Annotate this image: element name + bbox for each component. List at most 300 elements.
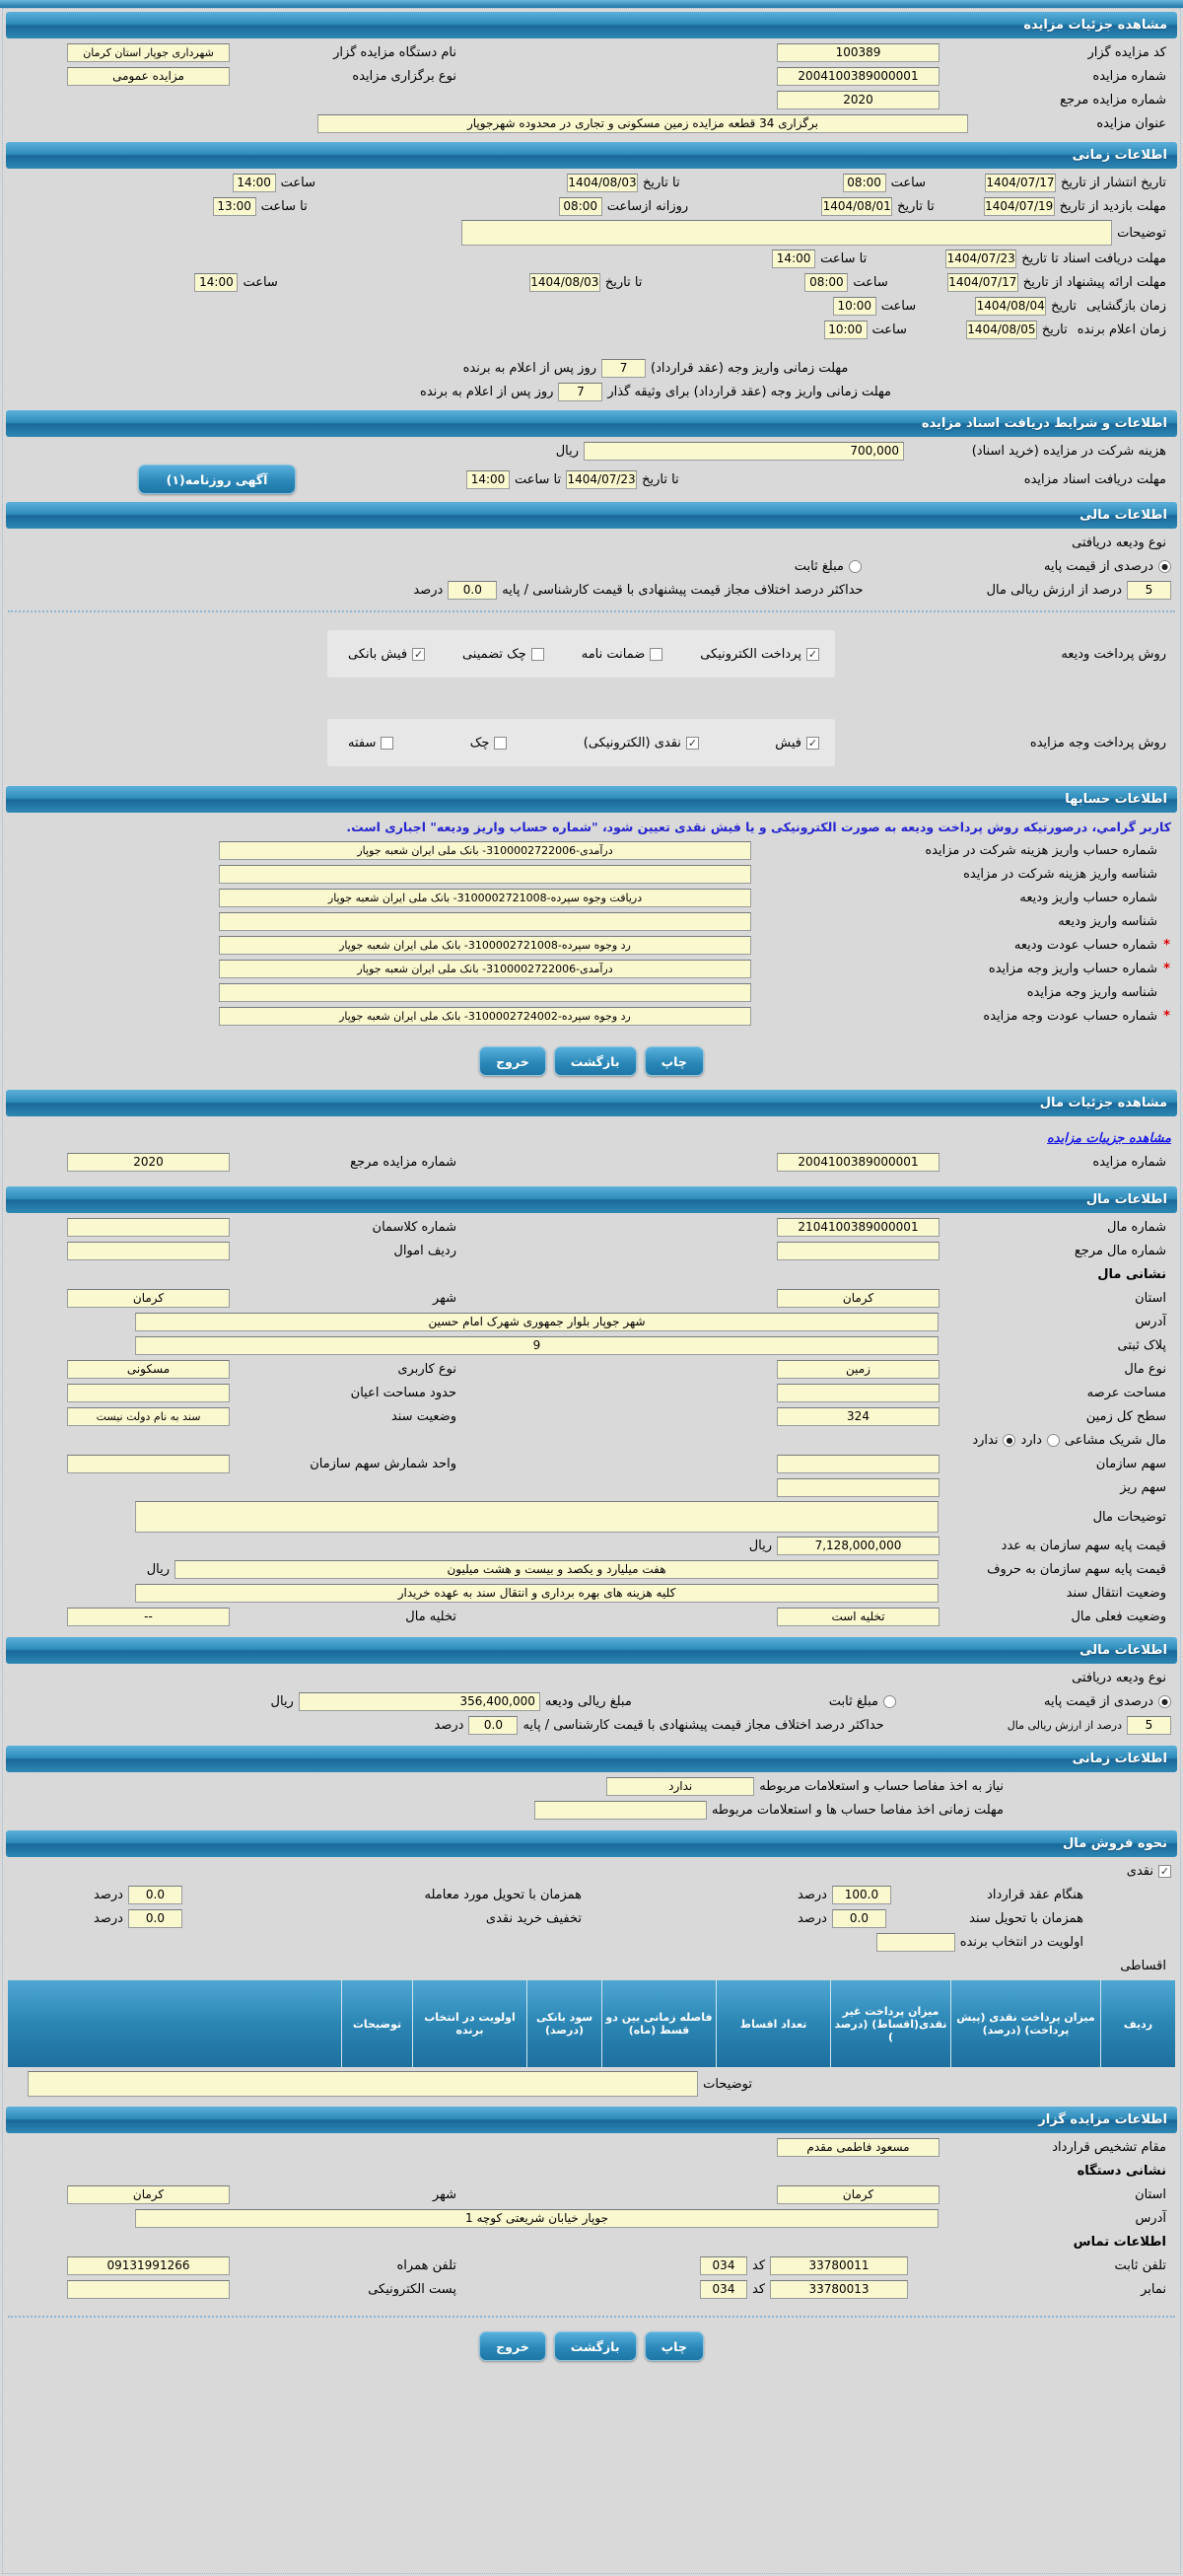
usage-type-label: نوع کاربری [397, 1362, 456, 1377]
property-desc-field[interactable] [135, 1501, 939, 1533]
docs-deadline-time-field[interactable]: 14:00 [772, 250, 815, 268]
percent-of-base-radio[interactable]: ● [1158, 560, 1171, 573]
address-field[interactable]: شهر جوپار بلوار جمهوری شهرک امام حسین [135, 1313, 939, 1331]
cash-sale-checkbox[interactable]: ✓ [1159, 1865, 1170, 1878]
deposit-amount-label: مبلغ ریالی ودیعه [544, 1694, 632, 1709]
visit-to-time-field[interactable]: 13:00 [213, 197, 256, 216]
at-delivery-label: همزمان با تحویل مورد معامله [424, 1888, 582, 1902]
opening-time-row [12, 296, 1171, 317]
deposit-type-label: نوع ودیعه دریافتی [1072, 536, 1166, 550]
guarantee-letter-label: ضمانت نامه [581, 646, 646, 662]
hour-label: ساعت [853, 275, 888, 290]
time-info-header [6, 142, 1177, 169]
percent-of-base-label: درصدی از قیمت پایه [1044, 1694, 1153, 1709]
joint-owner-yes-label: دارد [1020, 1433, 1042, 1448]
account-row [12, 840, 1171, 861]
section-title: اطلاعات زمانی [1072, 148, 1167, 163]
property-type-field[interactable]: زمین [777, 1360, 939, 1379]
email-field[interactable] [67, 2280, 230, 2299]
base-price-words-row [12, 1559, 1171, 1580]
accounts-notice-row [12, 817, 1171, 837]
auction-code-field[interactable]: 100389 [777, 43, 939, 62]
city-field[interactable]: کرمان [67, 1289, 230, 1308]
winner-announce-label: زمان اعلام برنده [1077, 322, 1166, 337]
col-description: توضیحات [341, 1980, 412, 2067]
docs-receive-deadline-row [12, 465, 1171, 494]
auction-subject-label: عنوان مزایده [1096, 116, 1166, 131]
contact-section-row [12, 2232, 1171, 2253]
installment-table [8, 1980, 1175, 2067]
percent-label: درصد [798, 1911, 827, 1926]
opening-label: زمان بازگشایی [1086, 299, 1166, 314]
winner-priority-field[interactable] [876, 1933, 955, 1952]
time-property-header [6, 1746, 1177, 1772]
to-hour-label: تا ساعت [260, 199, 308, 214]
auction-details-header [6, 12, 1177, 38]
auction-number-row [12, 66, 1171, 87]
date-label: تاریخ [1041, 322, 1068, 337]
evacuation-label: تخلیه مال [405, 1610, 456, 1624]
deposit-percent-row [12, 580, 1171, 601]
auctioneer-header [6, 2107, 1177, 2133]
check-checkbox[interactable] [494, 737, 507, 750]
fixed-amount-radio[interactable] [849, 560, 862, 573]
fee-deposit-account-label: شماره حساب واریز هزینه شرکت در مزایده [925, 843, 1157, 858]
account-row [12, 935, 1171, 956]
auction-pay-id-field[interactable] [219, 983, 751, 1002]
back-button[interactable]: بازگشت [554, 1046, 637, 1076]
clearance-deadline-field[interactable] [534, 1801, 707, 1820]
percent-label: درصد [413, 583, 444, 598]
deposit-amount-field[interactable]: 356,400,000 [299, 1692, 540, 1711]
slip-checkbox[interactable]: ✓ [807, 736, 818, 750]
pay-deadline-guarantor-row [12, 382, 1171, 402]
deposit-id-label: شناسه واریز ودیعه [1058, 914, 1157, 929]
bank-slip-checkbox[interactable]: ✓ [413, 647, 424, 661]
property-ref-row [12, 1241, 1171, 1261]
to-date-label: تا تاریخ [604, 275, 643, 290]
publish-from-time-field[interactable]: 08:00 [843, 174, 886, 192]
asset-row-field[interactable] [67, 1242, 230, 1260]
property-number-field[interactable]: 2104100389000001 [777, 1218, 939, 1237]
at-delivery-field[interactable]: 0.0 [128, 1886, 182, 1904]
auction-number-field[interactable]: 2004100389000001 [777, 1153, 939, 1172]
mobile-field[interactable]: 09131991266 [67, 2256, 230, 2275]
auction-return-account-label: شماره حساب عودت وجه مزایده [983, 1009, 1157, 1024]
deposit-method-box [327, 630, 835, 678]
accounts-notice: کاربر گرامي، درصورتیکه روش پرداخت ودیعه به صورت الکترونیکی و یا فیش نقدی تعیین شود، "شماره حساب واریز ودیعه" اجباری است. [346, 820, 1171, 834]
deposit-percent-suffix: درصد از ارزش ریالی مال [986, 583, 1122, 598]
rial-label: ریال [270, 1694, 294, 1709]
contact-section-label: اطلاعات تماس [1073, 2235, 1166, 2250]
offer-from-date-field[interactable]: 1404/07/17 [947, 273, 1018, 292]
clearance-row [12, 1776, 1171, 1797]
phone-field[interactable]: 33780011 [770, 2256, 908, 2275]
clearance-need-label: نیاز به اخذ مفاصا حساب و استعلامات مربوطه [759, 1779, 1004, 1794]
pay-deadline-winner-field[interactable]: 7 [601, 359, 646, 378]
rial-label: ریال [555, 444, 579, 459]
offer-from-time-field[interactable]: 08:00 [804, 273, 848, 292]
financial-property-header [6, 1637, 1177, 1664]
col-blank [8, 1980, 341, 2067]
auction-number-field[interactable]: 2004100389000001 [777, 67, 939, 86]
account-row [12, 911, 1171, 932]
col-installment-count: تعداد اقساط [716, 1980, 830, 2067]
section-title: اطلاعات مزایده گزار [1038, 2112, 1167, 2127]
time-desc-field[interactable] [461, 220, 1112, 246]
winner-priority-label: اولویت در انتخاب برنده [959, 1935, 1083, 1950]
province-field[interactable]: کرمان [777, 1289, 939, 1308]
section-title: اطلاعات مال [1085, 1192, 1167, 1207]
rial-label: ریال [748, 1538, 772, 1553]
hour-label: ساعت [871, 322, 907, 337]
property-address-section-label: نشانی مال [1097, 1267, 1166, 1282]
cash-electronic-checkbox[interactable]: ✓ [687, 736, 698, 750]
property-ref-field[interactable] [777, 1242, 939, 1260]
deed-status-field[interactable]: سند به نام دولت نیست [67, 1407, 230, 1426]
org-name-field[interactable]: شهرداری جوپار استان کرمان [67, 43, 230, 62]
joint-owner-row [12, 1430, 1171, 1451]
section-auction-details [0, 12, 1183, 134]
deposit-return-account-label: شماره حساب عودت ودیعه [1013, 938, 1157, 953]
account-row [12, 982, 1171, 1003]
auction-return-account-field[interactable]: رد وجوه سپرده-3100002724002- بانک ملی ایران شعبه جوپار [219, 1007, 751, 1026]
fixed-amount-radio[interactable] [883, 1695, 896, 1708]
publish-to-date-field[interactable]: 1404/08/03 [567, 174, 638, 192]
deposit-id-field[interactable] [219, 912, 751, 931]
winner-date-field[interactable]: 1404/08/05 [966, 321, 1037, 339]
property-address-section-row [12, 1264, 1171, 1285]
auction-pay-method-row [12, 719, 1171, 766]
hour-label: ساعت [890, 176, 926, 190]
promissory-note-label: سفته [348, 735, 377, 751]
address-label: آدرس [1135, 1315, 1166, 1329]
sale-method-header [6, 1830, 1177, 1857]
fax-code-field[interactable]: 034 [700, 2280, 747, 2299]
evacuation-field[interactable]: -- [67, 1608, 230, 1626]
account-row [12, 1006, 1171, 1027]
back-button[interactable]: بازگشت [554, 2331, 637, 2361]
clearance-need-field[interactable]: ندارد [606, 1777, 754, 1796]
financial-auction-header [6, 502, 1177, 529]
cash-discount-field[interactable]: 0.0 [128, 1909, 182, 1928]
land-area-field[interactable] [777, 1384, 939, 1402]
property-desc-row [12, 1501, 1171, 1533]
current-state-field[interactable]: تخلیه است [777, 1608, 939, 1626]
visit-row [12, 196, 1171, 217]
current-state-row [12, 1607, 1171, 1627]
fee-deposit-id-field[interactable] [219, 865, 751, 884]
auction-ref-row [12, 90, 1171, 110]
current-state-label: وضعیت فعلی مال [1071, 1610, 1166, 1624]
building-area-field[interactable] [67, 1384, 230, 1402]
share-unit-label: واحد شمارش سهم سازمان [310, 1457, 456, 1471]
sub-share-field[interactable] [777, 1478, 939, 1497]
section-time-property [0, 1746, 1183, 1821]
percent-of-base-radio[interactable]: ● [1158, 1695, 1171, 1708]
auction-ref-field[interactable]: 2020 [67, 1153, 230, 1172]
electronic-payment-checkbox[interactable]: ✓ [807, 647, 818, 661]
property-info-header [6, 1186, 1177, 1213]
deposit-percent-field[interactable]: 5 [1127, 581, 1171, 600]
total-land-field[interactable]: 324 [777, 1407, 939, 1426]
fee-deposit-account-field[interactable]: درآمدی-3100002722006- بانک ملی ایران شعبه جوپار [219, 841, 751, 860]
auction-pay-account-field[interactable]: درآمدی-3100002722006- بانک ملی ایران شعبه جوپار [219, 960, 751, 978]
deed-transfer-field[interactable]: کلیه هزینه های بهره برداری و انتقال سند به عهده خریدار [135, 1584, 939, 1603]
property-number-row [12, 1217, 1171, 1238]
registration-plate-label: پلاک ثبتی [1117, 1338, 1166, 1353]
max-diff-field[interactable]: 0.0 [468, 1716, 518, 1735]
percent-of-base-label: درصدی از قیمت پایه [1044, 559, 1153, 574]
property-ref-label: شماره مال مرجع [1074, 1244, 1166, 1258]
col-bank-interest: سود بانکی (درصد) [526, 1980, 601, 2067]
col-cash-prepayment-percent: میزان پرداخت نقدی (پیش پرداخت) (درصد) [950, 1980, 1100, 2067]
publish-to-time-field[interactable]: 14:00 [233, 174, 276, 192]
section-accounts [0, 786, 1183, 1076]
auction-code-row [12, 42, 1171, 63]
deed-payment-row [12, 1908, 1171, 1929]
cash-sale-label: نقدی [1126, 1864, 1153, 1879]
fax-field[interactable]: 33780013 [770, 2280, 908, 2299]
city-field[interactable]: کرمان [67, 2185, 230, 2204]
property-auction-number-row [12, 1152, 1171, 1173]
section-auctioneer [0, 2107, 1183, 2300]
max-diff-field[interactable]: 0.0 [448, 581, 497, 600]
percent-label: درصد [94, 1911, 123, 1926]
base-price-words-label: قیمت پایه سهم سازمان به حروف [987, 1562, 1166, 1577]
auction-number-label: شماره مزایده [1092, 69, 1166, 84]
section-financial-property [0, 1637, 1183, 1736]
property-details-header [6, 1090, 1177, 1116]
check-label: چک [469, 735, 490, 751]
section-title: مشاهده جزئیات مزایده [1023, 18, 1167, 33]
deposit-method-label: روش پرداخت ودیعه [1061, 646, 1166, 662]
base-price-number-field[interactable]: 7,128,000,000 [777, 1537, 939, 1555]
exit-button[interactable]: خروج [479, 2331, 546, 2361]
pay-deadline-guarantor-suffix: روز پس از اعلام به برنده [420, 385, 554, 399]
publish-from-date-field[interactable]: 1404/07/17 [985, 174, 1056, 192]
electronic-payment-label: پرداخت الکترونیکی [700, 646, 801, 662]
winner-priority-row [12, 1932, 1171, 1953]
deposit-type-row [12, 1668, 1171, 1688]
opening-date-field[interactable]: 1404/08/04 [975, 297, 1046, 316]
total-land-row [12, 1406, 1171, 1427]
auction-code-label: کد مزایده گزار [1087, 45, 1166, 60]
phone-row [12, 2255, 1171, 2276]
org-share-label: سهم سازمان [1095, 1457, 1166, 1471]
account-row [12, 864, 1171, 885]
rial-label: ریال [146, 1562, 170, 1577]
joint-owner-no-radio[interactable]: ● [1003, 1434, 1015, 1447]
visit-from-time-field[interactable]: 08:00 [559, 197, 602, 216]
docs-terms-header [6, 410, 1177, 437]
cash-sale-row [12, 1861, 1171, 1882]
bottom-buttons-row [0, 2331, 1183, 2361]
docs-deadline-date-field[interactable]: 1404/07/23 [945, 250, 1016, 268]
section-title: اطلاعات و شرایط دریافت اسناد مزایده [921, 416, 1167, 431]
at-deed-delivery-field[interactable]: 0.0 [832, 1909, 886, 1928]
deposit-type-row [12, 533, 1171, 553]
org-province-row [12, 2184, 1171, 2205]
section-title: اطلاعات مالی [1079, 508, 1167, 523]
mobile-label: تلفن همراه [396, 2258, 456, 2273]
deposit-return-account-field[interactable]: رد وجوه سپرده-3100002721008- بانک ملی ایران شعبه جوپار [219, 936, 751, 955]
print-button[interactable]: چاپ [645, 1046, 704, 1076]
offer-deadline-row [12, 272, 1171, 293]
account-row [12, 888, 1171, 908]
province-label: استان [1135, 2187, 1166, 2202]
province-field[interactable]: کرمان [777, 2185, 939, 2204]
org-share-row [12, 1454, 1171, 1474]
contract-authority-field[interactable]: مسعود فاطمی مقدم [777, 2138, 939, 2157]
visit-from-label: مهلت بازدید از تاریخ [1059, 199, 1166, 214]
daily-from-hour-label: روزانه ازساعت [606, 199, 689, 214]
building-area-label: حدود مساحت اعیان [350, 1386, 456, 1400]
fee-deposit-id-label: شناسه واریز هزینه شرکت در مزایده [963, 867, 1157, 882]
participation-fee-row [12, 441, 1171, 462]
usage-type-field[interactable]: مسکونی [67, 1360, 230, 1379]
area-code-label: کد [752, 2282, 766, 2297]
divider [8, 2316, 1175, 2318]
deposit-account-field[interactable]: دریافت وجوه سپرده-3100002721008- بانک ملی ایران شعبه جوپار [219, 889, 751, 907]
visit-to-date-field[interactable]: 1404/08/01 [821, 197, 892, 216]
auction-ref-label: شماره مزایده مرجع [350, 1155, 456, 1170]
section-title: مشاهده جزئیات مال [1039, 1096, 1167, 1110]
hour-label: ساعت [243, 275, 278, 290]
deed-transfer-label: وضعیت انتقال سند [1066, 1586, 1166, 1601]
docs-deadline-row [12, 249, 1171, 269]
classification-field[interactable] [67, 1218, 230, 1237]
participation-fee-field[interactable]: 700,000 [584, 442, 904, 461]
docs-receive-date-field[interactable]: 1404/07/23 [566, 470, 637, 489]
date-label: تاریخ [1051, 299, 1078, 314]
opening-time-field[interactable]: 10:00 [833, 297, 876, 316]
phone-code-field[interactable]: 034 [700, 2256, 747, 2275]
max-diff-label: حداکثر درصد اختلاف مجاز قیمت پیشنهادی با قیمت کارشناسی / پایه [522, 1718, 884, 1733]
participation-fee-label: هزینه شرکت در مزایده (خرید اسناد) [971, 444, 1166, 459]
at-contract-label: هنگام عقد قرارداد [987, 1888, 1083, 1902]
contract-authority-label: مقام تشخیص قرارداد [1052, 2140, 1166, 2155]
holding-type-label: نوع برگزاری مزایده [352, 69, 456, 84]
sale-desc-label: توضیحات [703, 2076, 752, 2092]
exit-button[interactable]: خروج [479, 1046, 546, 1076]
offer-to-time-field[interactable]: 14:00 [194, 273, 238, 292]
joint-owner-no-label: ندارد [972, 1433, 999, 1448]
newspaper-ad-button[interactable]: آگهی روزنامه(۱) [138, 465, 296, 494]
base-price-words-field[interactable]: هفت میلیارد و یکصد و بیست و هشت میلیون [174, 1560, 939, 1579]
land-area-label: مساحت عرصه [1086, 1386, 1166, 1400]
city-label: شهر [432, 1291, 456, 1306]
email-label: پست الکترونیکی [368, 2282, 456, 2297]
docs-receive-time-field[interactable]: 14:00 [466, 470, 510, 489]
hour-label: ساعت [880, 299, 917, 314]
winner-announce-row [12, 320, 1171, 340]
auction-ref-label: شماره مزایده مرجع [1060, 93, 1166, 107]
contract-payment-row [12, 1885, 1171, 1905]
share-unit-field[interactable] [67, 1455, 230, 1473]
deposit-percent-field[interactable]: 5 [1127, 1716, 1171, 1735]
property-desc-label: توضیحات مال [1092, 1509, 1166, 1525]
promissory-note-checkbox[interactable] [381, 737, 393, 750]
guarantee-letter-checkbox[interactable] [650, 648, 662, 661]
auction-details-link[interactable]: مشاهده جزییات مزایده [1046, 1131, 1171, 1146]
section-title: اطلاعات حسابها [1065, 792, 1167, 807]
pay-deadline-winner-row [12, 358, 1171, 379]
deposit-type-label: نوع ودیعه دریافتی [1072, 1671, 1166, 1685]
slip-label: فیش [775, 735, 801, 751]
at-contract-field[interactable]: 100.0 [832, 1886, 891, 1904]
fax-row [12, 2279, 1171, 2300]
org-address-row [12, 2208, 1171, 2229]
certified-check-checkbox[interactable] [531, 648, 544, 661]
publish-date-row [12, 173, 1171, 193]
base-price-number-label: قیمت پایه سهم سازمان به عدد [1001, 1538, 1166, 1553]
deposit-percent-row [12, 1715, 1171, 1736]
area-code-label: کد [752, 2258, 766, 2273]
col-installment-interval: فاصله زمانی بین دو قسط (ماه) [601, 1980, 716, 2067]
joint-owner-yes-radio[interactable] [1047, 1434, 1060, 1447]
print-button[interactable]: چاپ [645, 2331, 704, 2361]
property-type-row [12, 1359, 1171, 1380]
section-docs-terms [0, 410, 1183, 494]
deposit-percent-suffix: درصد از ارزش ریالی مال [1007, 1719, 1122, 1732]
cash-discount-label: تخفیف خرید نقدی [485, 1911, 582, 1926]
certified-check-label: چک تضمینی [461, 646, 526, 662]
bank-slip-label: فیش بانکی [348, 646, 408, 662]
mid-buttons-row [0, 1046, 1183, 1076]
section-title: اطلاعات زمانی [1072, 1752, 1167, 1766]
joint-owner-label: مال شریک مشاعی [1064, 1433, 1166, 1448]
total-land-label: سطح کل زمین [1085, 1409, 1166, 1424]
auction-subject-field[interactable]: برگزاری 34 قطعه مزایده زمین مسکونی و تجاری در محدوده شهرجوپار [317, 114, 968, 133]
section-property-details [0, 1090, 1183, 1173]
pay-deadline-winner-label: مهلت زمانی واریز وجه (عقد قرارداد) [651, 361, 849, 376]
holding-type-field[interactable]: مزایده عمومی [67, 67, 230, 86]
city-label: شهر [432, 2187, 456, 2202]
section-property-info [0, 1186, 1183, 1627]
auction-ref-field[interactable]: 2020 [777, 91, 939, 109]
deposit-type-options-row [12, 1691, 1171, 1712]
visit-from-date-field[interactable]: 1404/07/19 [984, 197, 1055, 216]
address-field[interactable]: جوپار خیابان شریعتی کوچه 1 [135, 2209, 939, 2228]
registration-plate-row [12, 1335, 1171, 1356]
pay-deadline-guarantor-field[interactable]: 7 [558, 383, 602, 401]
auction-pay-method-label: روش پرداخت وجه مزایده [1029, 735, 1166, 751]
fixed-amount-label: مبلغ ثابت [828, 1694, 879, 1709]
area-row [12, 1383, 1171, 1403]
org-share-field[interactable] [777, 1455, 939, 1473]
auction-pay-account-label: شماره حساب واریز وجه مزایده [988, 962, 1157, 976]
section-sale-method [0, 1830, 1183, 2097]
accounts-header [6, 786, 1177, 813]
clearance-deadline-row [12, 1800, 1171, 1821]
cash-electronic-label: نقدی (الکترونیکی) [583, 735, 681, 751]
pay-deadline-winner-suffix: روز پس از اعلام به برنده [462, 361, 597, 376]
percent-label: درصد [798, 1888, 827, 1902]
at-deed-delivery-label: همزمان با تحویل سند [969, 1911, 1083, 1926]
sale-desc-field[interactable] [28, 2071, 698, 2097]
divider [8, 610, 1175, 612]
deposit-method-row [12, 630, 1171, 678]
sub-share-label: سهم ریز [1120, 1480, 1166, 1495]
winner-time-field[interactable]: 10:00 [824, 321, 868, 339]
auction-pay-method-box [327, 719, 835, 766]
province-label: استان [1135, 1291, 1166, 1306]
publish-from-label: تاریخ انتشار از تاریخ [1060, 176, 1166, 190]
offer-to-date-field[interactable]: 1404/08/03 [529, 273, 600, 292]
registration-plate-field[interactable]: 9 [135, 1336, 939, 1355]
property-type-label: نوع مال [1124, 1362, 1166, 1377]
